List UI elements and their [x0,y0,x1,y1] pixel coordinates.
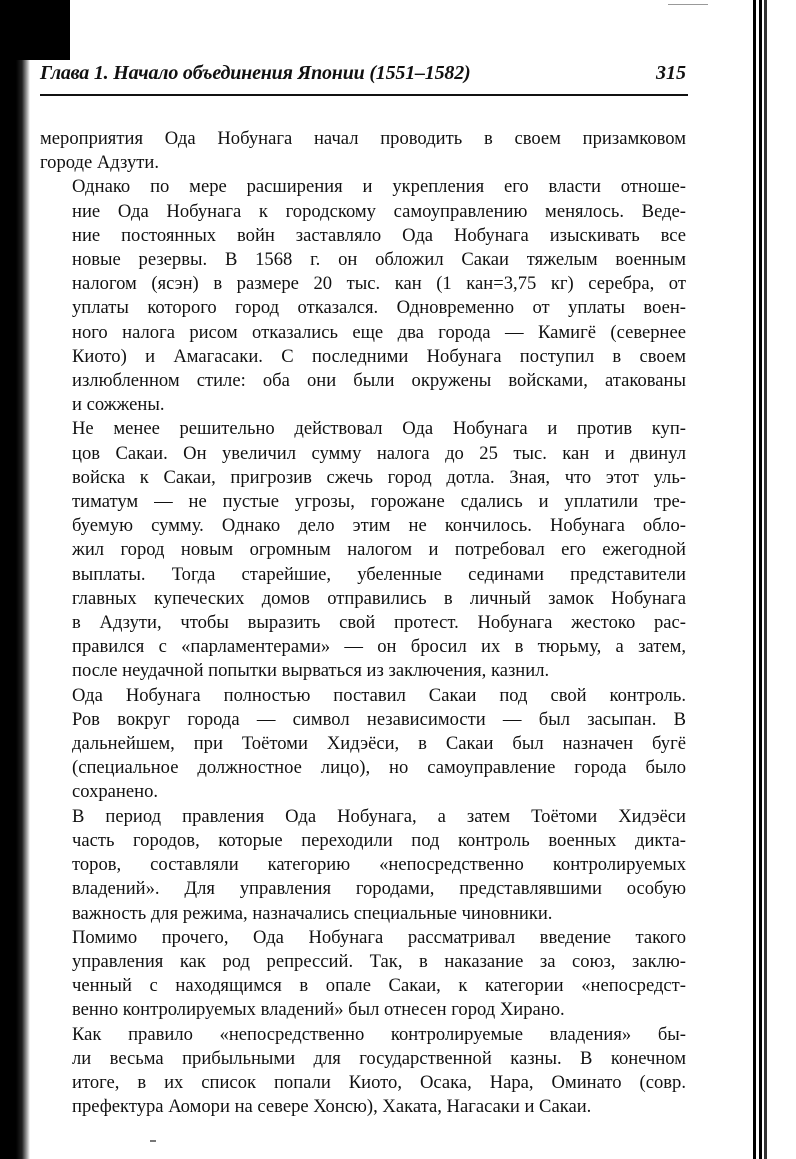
chapter-title: Глава 1. Начало объединения Японии (1551–1582) [40,62,471,84]
paragraph [40,127,686,175]
scan-shadow-corner [0,0,70,60]
text-line: венно контролируемых владений» был отнесен город Хирано. [72,999,565,1021]
text-line: городе Адзути. [40,152,159,174]
text-line: В период правления Ода Нобунага, а затем Тоётоми Хидэёси [72,805,686,827]
text-line: сохранено. [72,781,159,803]
page-body [40,127,686,1119]
text-line: Однако по мере расширения и укрепления его власти отноше- [72,176,686,198]
text-line: (специальное должностное лицо), но самоуправление города было [72,757,686,779]
paragraph [40,926,686,1023]
text-line: владений». Для управления городами, представлявшими особую [72,878,686,900]
text-line: уплаты которого город отказался. Одновременно от уплаты воен- [72,297,686,319]
text-line: и сожжены. [72,394,165,416]
text-line: излюбленном стиле: оба они были окружены войсками, атакованы [72,370,686,392]
text-line: ние постоянных войн заставляло Ода Нобунага изыскивать все [72,224,686,246]
paragraph [40,805,686,926]
text-line: Как правило «непосредственно контролируемые владения» бы- [72,1023,686,1045]
scan-shadow-left [0,0,30,1159]
text-line: Не менее решительно действовал Ода Нобунага и против куп- [72,418,686,440]
text-line: правился с «парламентерами» — он бросил их в тюрьму, а затем, [72,636,686,658]
scan-binding-shadow [750,0,772,1159]
text-line: в Адзути, чтобы выразить свой протест. Нобунага жестоко рас- [72,612,686,634]
text-line: тиматум — не пустые угрозы, горожане сдались и уплатили тре- [72,491,686,513]
paragraph [40,417,686,683]
text-line: налогом (ясэн) в размере 20 тыс. кан (1 кан=3,75 кг) серебра, от [72,273,686,295]
text-line: выплаты. Тогда старейшие, убеленные сединами представители [72,563,686,585]
page-number: 315 [656,62,686,84]
running-header [40,60,688,96]
text-line: Ров вокруг города — символ независимости — был засыпан. В [72,708,686,730]
text-line: жил город новым огромным налогом и потребовал его ежегодной [72,539,686,561]
text-line: ченный с находящимся в опале Сакаи, к категории «непосредст- [72,975,686,997]
text-line: цов Сакаи. Он увеличил сумму налога до 25 тыс. кан и двинул [72,442,686,464]
paragraph [40,684,686,805]
paragraph [40,175,686,417]
scan-mark [668,4,708,5]
text-line: Помимо прочего, Ода Нобунага рассматривал введение такого [72,926,686,948]
text-line: торов, составляли категорию «непосредственно контролируемых [72,854,686,876]
text-line: главных купеческих домов отправились в личный замок Нобунага [72,587,686,609]
text-line: войска к Сакаи, пригрозив сжечь город дотла. Зная, что этот уль- [72,466,686,488]
text-line: ли весьма прибыльными для государственной казны. В конечном [72,1047,686,1069]
text-line: новые резервы. В 1568 г. он обложил Сакаи тяжелым военным [72,249,686,271]
text-line: дальнейшем, при Тоётоми Хидэёси, в Сакаи был назначен бугё [72,733,686,755]
text-line: префектура Аомори на севере Хонсю), Хаката, Нагасаки и Сакаи. [72,1096,592,1118]
paragraph [40,1023,686,1120]
text-line: ние Ода Нобунага к городскому самоуправлению менялось. Веде- [72,200,686,222]
text-line: буемую сумму. Однако дело этим не кончилось. Нобунага обло- [72,515,686,537]
text-line: мероприятия Ода Нобунага начал проводить в своем призамковом [40,128,686,149]
text-line: ного налога рисом отказались еще два города — Камигё (севернее [72,321,686,343]
text-line: после неудачной попытки вырваться из заключения, казнил. [72,660,550,682]
text-line: важность для режима, назначались специальные чиновники. [72,902,553,924]
scan-speck [150,1140,156,1142]
text-line: Ода Нобунага полностью поставил Сакаи под свой контроль. [72,684,686,706]
text-line: итоге, в их список попали Киото, Осака, Нара, Оминато (совр. [72,1071,686,1093]
text-line: Киото) и Амагасаки. С последними Нобунага поступил в своем [72,345,686,367]
text-line: часть городов, которые переходили под контроль военных дикта- [72,829,686,851]
text-line: управления как род репрессий. Так, в наказание за союз, заклю- [72,950,686,972]
